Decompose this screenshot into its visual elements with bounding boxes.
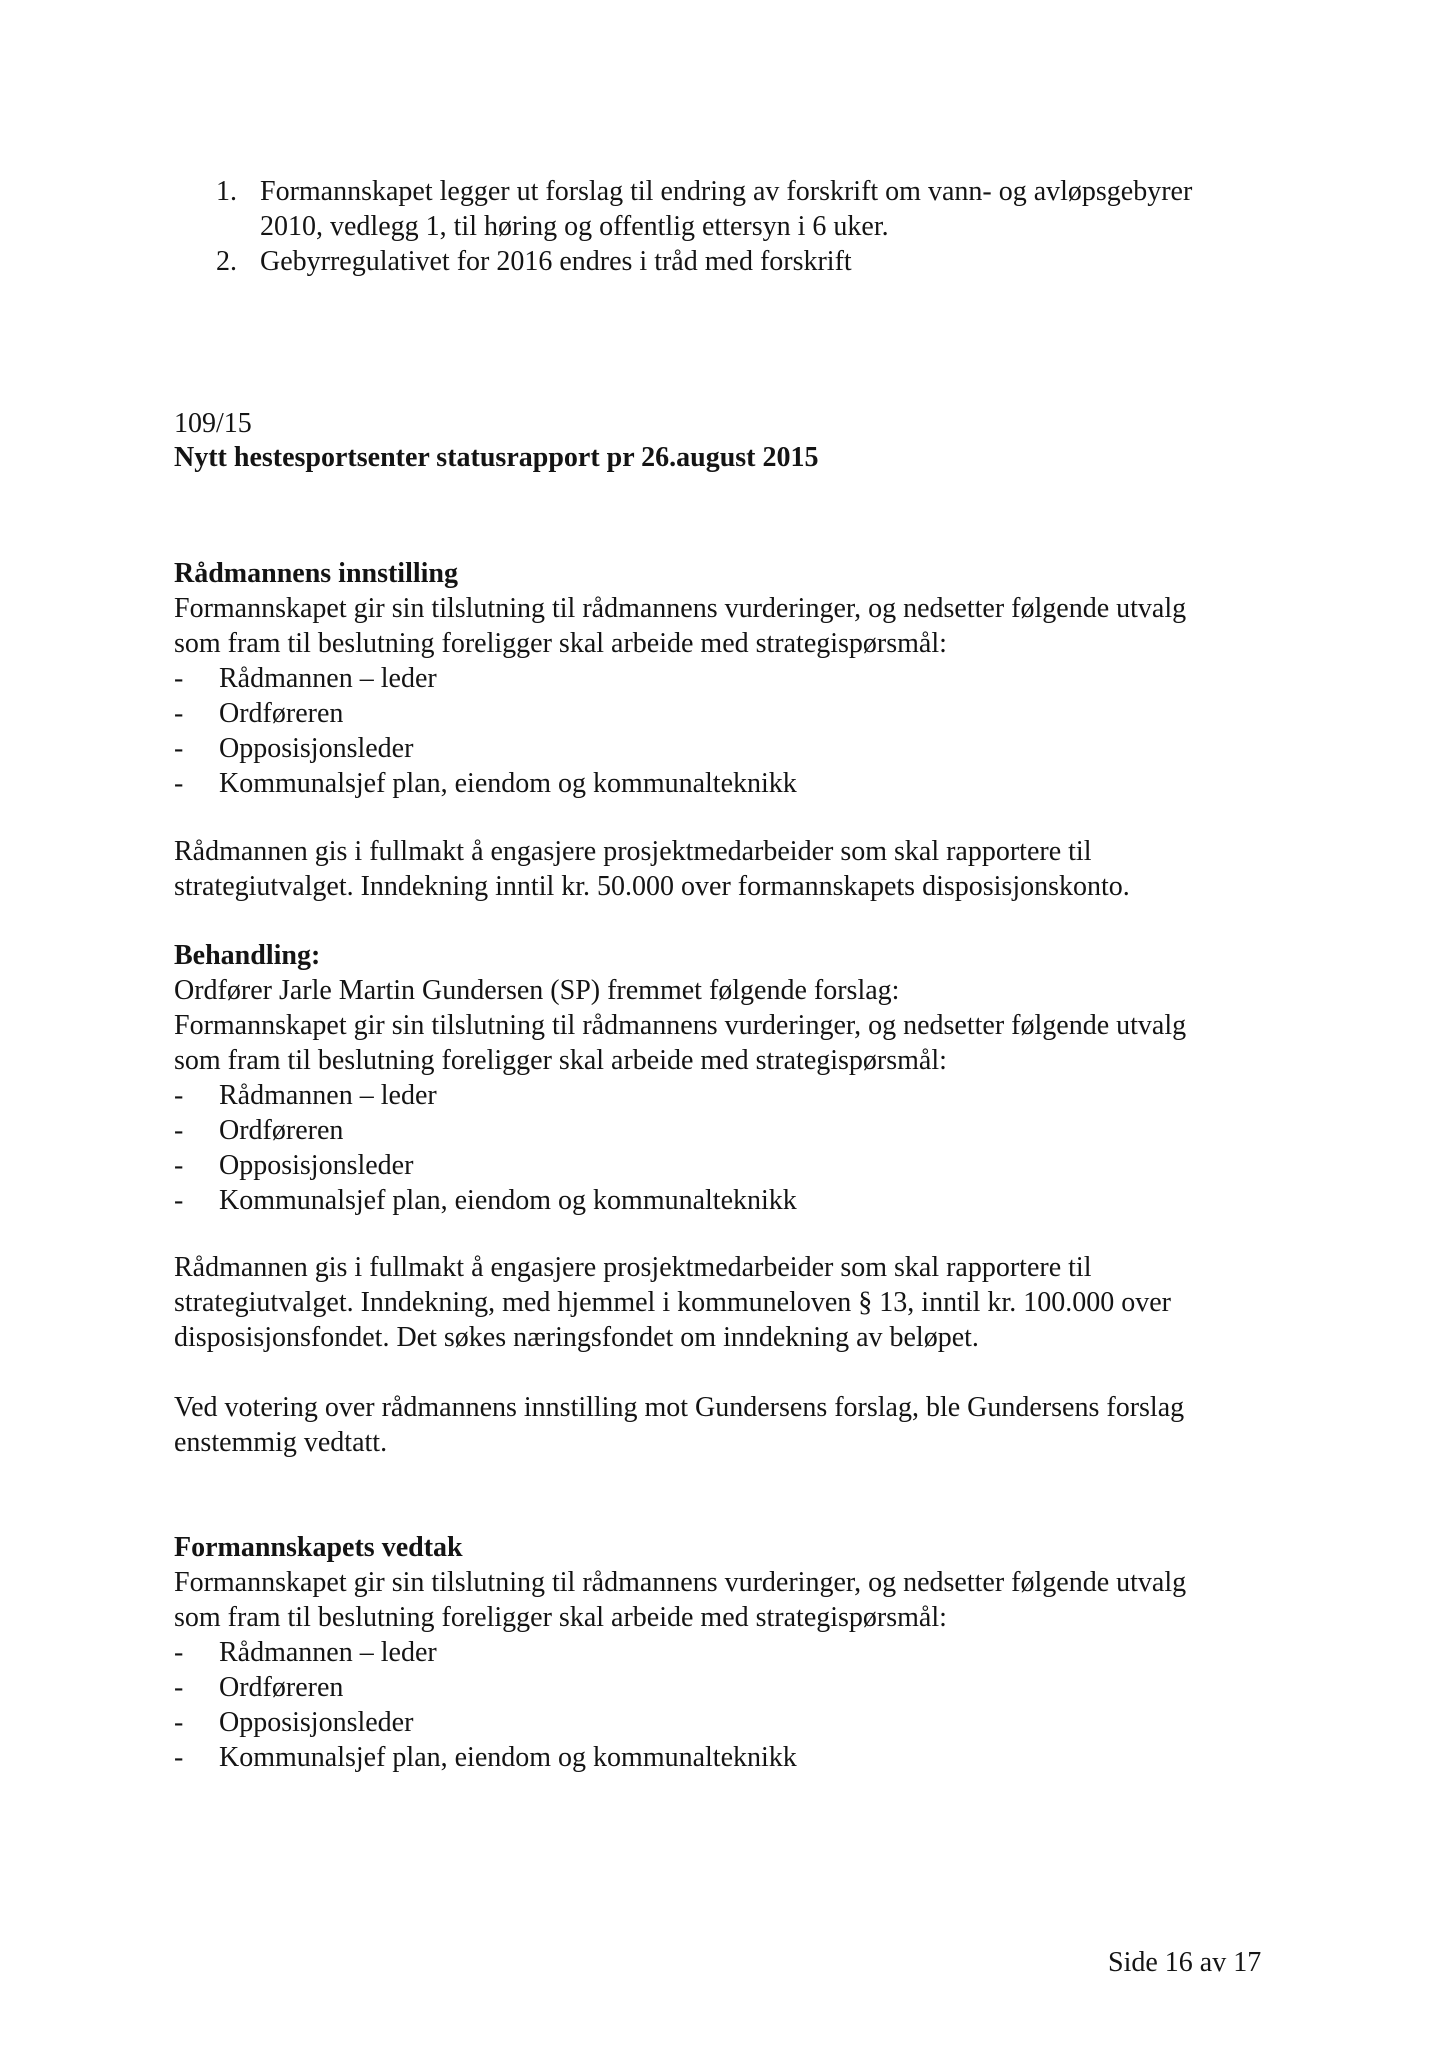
list-item [174,1183,1274,1218]
dash-bullet: - [174,1150,184,1181]
paragraph-line: Formannskapet gir sin tilslutning til rådmannens vurderinger, og nedsetter følgende utvalg [174,1567,1187,1598]
list-item [174,1635,1274,1670]
case-title: Nytt hestesportsenter statusrapport pr 26.august 2015 [174,442,819,473]
member-list [174,1635,1274,1775]
paragraph-line: som fram til beslutning foreligger skal arbeide med strategispørsmål: [174,628,947,659]
dash-bullet: - [174,1115,184,1146]
member-label: Kommunalsjef plan, eiendom og kommunalteknikk [219,1185,797,1216]
innstilling-heading: Rådmannens innstilling [174,558,458,589]
list-item [174,1078,1274,1113]
dash-bullet: - [174,733,184,764]
paragraph-line: som fram til beslutning foreligger skal arbeide med strategispørsmål: [174,1045,947,1076]
list-item [174,696,1274,731]
member-label: Ordføreren [219,1115,344,1146]
member-label: Ordføreren [219,698,344,729]
behandling-heading: Behandling: [174,940,321,971]
paragraph-line: disposisjonsfondet. Det søkes næringsfondet om inndekning av beløpet. [174,1322,979,1353]
numbered-list [216,174,1256,279]
list-item [174,1740,1274,1775]
list-item [174,731,1274,766]
dash-bullet: - [174,1185,184,1216]
page-number: Side 16 av 17 [1108,1947,1262,1978]
proposer-line: Ordfører Jarle Martin Gundersen (SP) fremmet følgende forslag: [174,975,900,1006]
member-list [174,1078,1274,1218]
list-item [174,661,1274,696]
vote-result [174,1390,1274,1460]
paragraph-line: Rådmannen gis i fullmakt å engasjere prosjektmedarbeider som skal rapportere til [174,836,1092,867]
paragraph-line: strategiutvalget. Inndekning inntil kr. 50.000 over formannskapets disposisjonskonto. [174,871,1130,902]
dash-bullet: - [174,698,184,729]
list-number: 2. [216,246,237,277]
paragraph-line: Ved votering over rådmannens innstilling mot Gundersens forslag, ble Gundersens forslag [174,1392,1185,1423]
member-label: Rådmannen – leder [219,1080,437,1111]
innstilling-section [174,556,1274,801]
innstilling-outro [174,834,1274,904]
dash-bullet: - [174,663,184,694]
paragraph-line: Formannskapet gir sin tilslutning til rådmannens vurderinger, og nedsetter følgende utvalg [174,1010,1187,1041]
paragraph-line: enstemmig vedtatt. [174,1427,388,1458]
paragraph-line: Rådmannen gis i fullmakt å engasjere prosjektmedarbeider som skal rapportere til [174,1252,1092,1283]
dash-bullet: - [174,1080,184,1111]
paragraph-line: som fram til beslutning foreligger skal arbeide med strategispørsmål: [174,1602,947,1633]
list-item [174,1670,1274,1705]
member-label: Opposisjonsleder [219,1150,414,1181]
list-item [216,244,1256,279]
list-number: 1. [216,176,237,207]
list-item [174,1148,1274,1183]
member-label: Ordføreren [219,1672,344,1703]
list-item [174,1705,1274,1740]
dash-bullet: - [174,1707,184,1738]
member-label: Opposisjonsleder [219,733,414,764]
list-item [174,766,1274,801]
member-label: Opposisjonsleder [219,1707,414,1738]
dash-bullet: - [174,1672,184,1703]
dash-bullet: - [174,768,184,799]
list-item [174,1113,1274,1148]
case-number: 109/15 [174,408,252,439]
dash-bullet: - [174,1637,184,1668]
behandling-section [174,938,1274,1218]
member-list [174,661,1274,801]
member-label: Rådmannen – leder [219,663,437,694]
paragraph-line: strategiutvalget. Inndekning, med hjemmel i kommuneloven § 13, inntil kr. 100.000 over [174,1287,1171,1318]
vedtak-section [174,1530,1274,1775]
dash-bullet: - [174,1742,184,1773]
member-label: Rådmannen – leder [219,1637,437,1668]
list-item [216,174,1256,244]
behandling-outro [174,1250,1274,1355]
member-label: Kommunalsjef plan, eiendom og kommunalteknikk [219,1742,797,1773]
list-line: Gebyrregulativet for 2016 endres i tråd med forskrift [260,246,852,277]
member-label: Kommunalsjef plan, eiendom og kommunalteknikk [219,768,797,799]
list-line: Formannskapet legger ut forslag til endring av forskrift om vann- og avløpsgebyrer [260,176,1193,207]
vedtak-heading: Formannskapets vedtak [174,1532,463,1563]
list-line: 2010, vedlegg 1, til høring og offentlig ettersyn i 6 uker. [260,211,889,242]
paragraph-line: Formannskapet gir sin tilslutning til rådmannens vurderinger, og nedsetter følgende utvalg [174,593,1187,624]
